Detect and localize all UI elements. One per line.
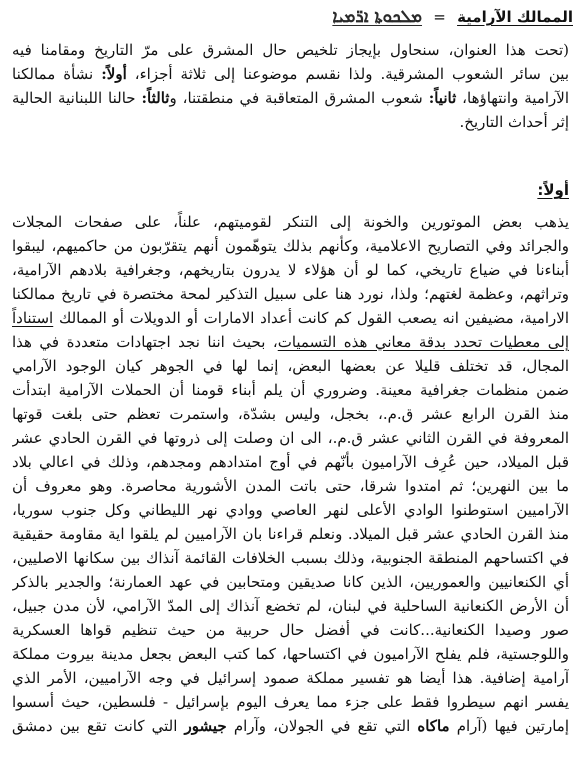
section-line: منذ القرن الحادي عشر قبل الميلاد. ونعلم قراءنا بان الآراميين لم يلقوا اية مقاومة حقيقية: [12, 525, 569, 543]
intro-keyword-second: ثانياً:: [428, 89, 457, 107]
section-line: آرامية إضافية. هذا أيضا هو تفسير مملكة صمود إسرائيل في وجه الآراميين، الأمر الذي: [12, 669, 569, 687]
section-line: منذ القرن الرابع عشر ق.م.، بخجل، وليس بشدّة، واستمرت تعظم حتى بلغت قوتها: [12, 405, 569, 423]
intro-line-1: (تحت هذا العنوان، سنحاول بإيجاز تلخيص حال المشرق على مرّ التاريخ ومقامنا فيه: [12, 41, 569, 59]
section-line: الارامية، مضيفين انه يصعب القول كم كانت أعداد الامارات أو الدويلات أو الممالك استناداً: [12, 309, 569, 327]
underlined-term: استناداً: [12, 309, 54, 327]
section-line: صور وصيدا الكنعانية...كانت في أفضل حال حربية من حيث تنظيم قواها العسكرية: [12, 621, 569, 639]
section-line: أبناءنا في ضياع تاريخي، كما لو أن هؤلاء لا يدرون بتاريخهم، وجغرافية بلادهم الآرامية،: [12, 261, 569, 279]
intro-line-2-text: بين سائر الشعوب المشرقية. ولذا نقسم موضوعنا إلى ثلاثة أجزاء، أولاً: نشأة ممالكنا: [12, 65, 569, 83]
section-line: الآراميين استوطنوا الوادي الأعلى لنهر العاصي ووادي نهر الليطاني وكل جنوب سوريا،: [12, 501, 569, 519]
section-line: يذهب بعض الموتورين والخونة إلى التنكر لقوميتهم، علناً، على صفحات المجلات: [12, 213, 569, 231]
section-line: المجال، قد تختلف قليلا عن بعضها البعض، إنما لها في الجوهر كيان الوجود الآرامي: [12, 357, 569, 375]
intro-keyword-first: أولاً:: [101, 65, 127, 83]
section-line: ما بين النهرين؛ ثم امتدوا شرقا، حتى باتت المدن الأشورية محاصرة. وهو معروف أن: [12, 477, 569, 495]
section-line: في اكتساحهم المنطقة الجنوبية، وذلك بسبب الخلافات القائمة آنذاك بين سكانها الاصليين،: [12, 549, 569, 567]
title-arabic: الممالك الآرامية: [457, 8, 573, 26]
section-line: أن الأرض الكنعانية الساحلية في لبنان، لم تخضع آنذاك إلى المدّ الآرامي، لأن مدن جبيل،: [12, 597, 569, 615]
title-equals: =: [433, 8, 446, 26]
section-heading: أولاً:: [537, 181, 569, 199]
section-line: إلى معطيات تحدد بدقة معاني هذه التسميات، بحيث اننا نجد اجتهادات متعددة في هذا: [12, 333, 569, 351]
bold-term-geshur: جيشور: [184, 717, 227, 735]
section-line: وتراثهم، وعظمة لغتهم؛ ولذا، نورد هنا على سبيل التذكير لمحة مختصرة في تاريخ ممالكنا: [12, 285, 569, 303]
section-line: قبل الميلاد، حين عُرِف الآراميون بأنّهم في أوج امتدادهم ومجدهم، وذلك في اعالي بلاد: [12, 453, 569, 471]
document-title: [8, 2, 573, 32]
intro-line-2: [12, 62, 569, 86]
bold-term-makah: ماكاه: [417, 717, 450, 735]
intro-line-3: [12, 86, 569, 110]
section-line: إمارتين فيها (آرام ماكاه التي تقع في الجولان، وآرام جيشور التي كانت تقع بين دمشق: [12, 717, 569, 735]
section-line: يفسر انهم سيطروا فقط على جزء مما يعرف اليوم بإسرائيل - فلسطين، حيث أسسوا: [12, 693, 569, 711]
intro-line-3-text: الآرامية وانتهاؤها، ثانياً: شعوب المشرق المتعاقبة في منطقتنا، وثالثاً: حالنا اللبنانية الحالية: [12, 89, 569, 107]
intro-line-4: إثر أحداث التاريخ.: [459, 113, 569, 131]
intro-keyword-third: ثالثاً:: [141, 89, 170, 107]
section-line: والجرائد وفي التصاريح الاعلامية، وكأنهم بذلك يتوهّمون أنهم يتقرّبون من حاكميهم، ليبقوا: [12, 237, 569, 255]
section-line: ضمن منظمات جغرافية معينة. وضروري أن يلم أبناء قومنا أن الحملات الآرامية ابتدأت: [12, 381, 569, 399]
underlined-phrase: إلى معطيات تحدد بدقة معاني هذه التسميات: [277, 333, 569, 351]
title-syriac: ܡܠܟܘܬܐ ܐܪ̈ܡܝܐ: [332, 7, 423, 27]
section-line: واللوجستية، فلم يفلح الآراميون في اكتساحها، كما كتب البعض بجعل مدينة بيروت مملكة: [12, 645, 569, 663]
section-line: أي الكنعانيين والعموريين، الذين كانا صديقين ومتحابين في عهد العمارنة؛ والجدير بالذكر: [12, 573, 569, 591]
section-line: المعروفة في القرن الثاني عشر ق.م.، الى ان وصلت إلى ذروتها في القرن الحادي عشر: [12, 429, 569, 447]
